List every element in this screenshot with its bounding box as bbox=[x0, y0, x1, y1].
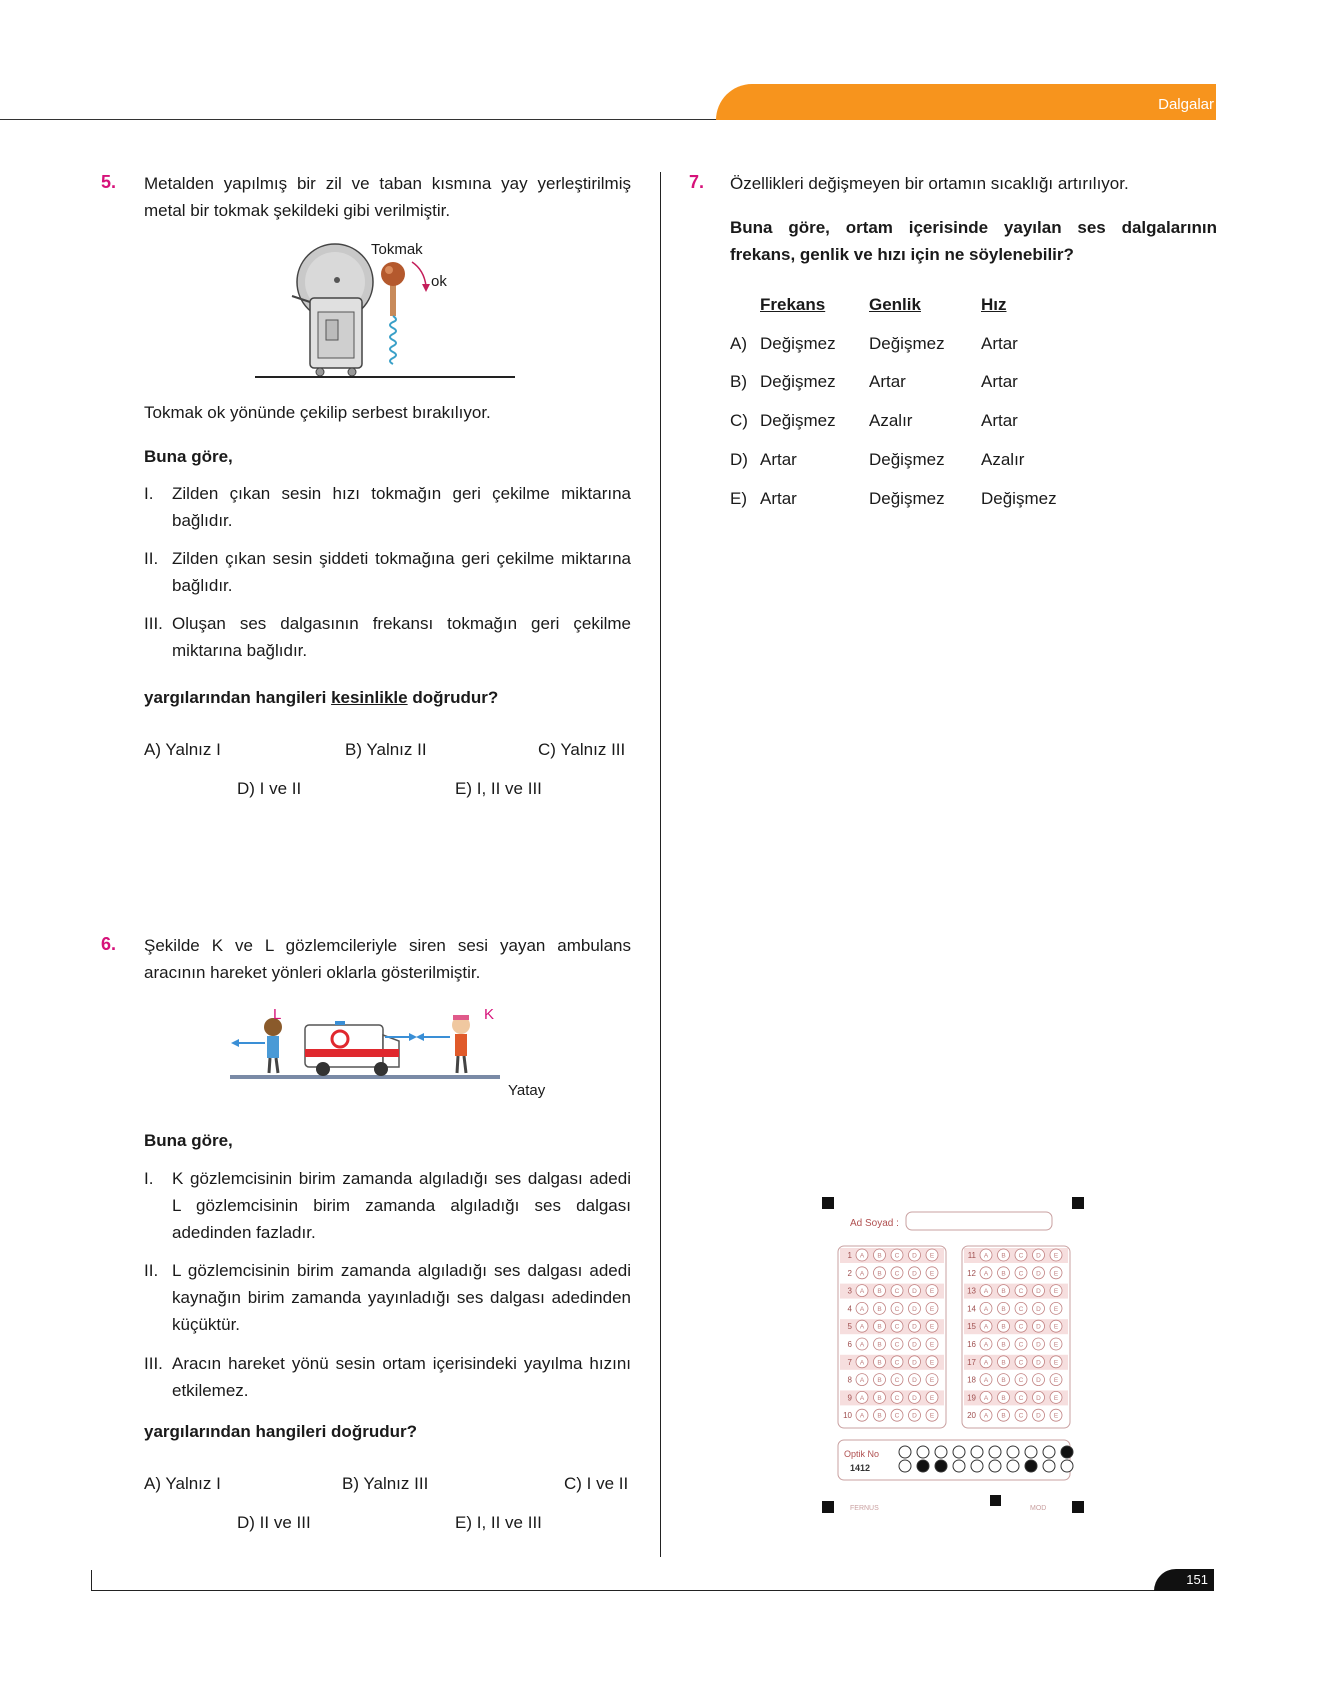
column-divider bbox=[660, 172, 661, 1557]
bubble-letter: A bbox=[983, 1305, 989, 1313]
bubble-letter: A bbox=[983, 1323, 989, 1331]
q5-option-e[interactable]: E) I, II ve III bbox=[455, 779, 542, 798]
q6-option-a[interactable]: A) Yalnız I bbox=[144, 1474, 221, 1493]
bubble-letter: B bbox=[1001, 1377, 1006, 1385]
bubble-letter: A bbox=[983, 1412, 989, 1420]
question-number: 20 bbox=[967, 1411, 976, 1421]
q5-option-d[interactable]: D) I ve II bbox=[237, 779, 302, 798]
bubble-letter: C bbox=[894, 1377, 900, 1385]
option-hiz: Değişmez bbox=[981, 489, 1057, 508]
bubble-letter: C bbox=[1018, 1270, 1024, 1278]
option-letter: B) bbox=[730, 372, 747, 391]
bubble-letter: A bbox=[859, 1377, 865, 1385]
bubble-letter: D bbox=[912, 1252, 917, 1260]
ok-label: ok bbox=[431, 273, 447, 290]
statement-text: Aracın hareket yönü sesin ortam içerisindeki yayılma hızını etkilemez. bbox=[172, 1354, 631, 1400]
bubble-letter: B bbox=[877, 1341, 882, 1349]
option-genlik: Azalır bbox=[869, 411, 913, 430]
bubble-letter: B bbox=[877, 1288, 882, 1296]
q5-statement-3 bbox=[144, 610, 631, 664]
bubble-letter: C bbox=[894, 1323, 900, 1331]
optik-bubble bbox=[917, 1446, 929, 1458]
question-number: 7 bbox=[847, 1357, 852, 1367]
bubble-letter: A bbox=[983, 1394, 989, 1402]
bubble-letter: B bbox=[877, 1252, 882, 1260]
q5-statement-1 bbox=[144, 480, 631, 534]
q5-question-emphasis: kesinlikle bbox=[331, 688, 408, 707]
page-number: 151 bbox=[1154, 1569, 1214, 1591]
bubble-letter: D bbox=[1036, 1270, 1041, 1278]
bubble-letter: A bbox=[859, 1412, 865, 1420]
option-hiz: Artar bbox=[981, 372, 1018, 391]
question-number: 14 bbox=[967, 1304, 976, 1314]
bubble-letter: B bbox=[877, 1412, 882, 1420]
option-genlik: Değişmez bbox=[869, 334, 945, 353]
bubble-letter: D bbox=[912, 1377, 917, 1385]
question-number: 13 bbox=[967, 1286, 976, 1296]
bubble-letter: C bbox=[1018, 1394, 1024, 1402]
bubble-letter: C bbox=[1018, 1341, 1024, 1349]
bubble-letter: D bbox=[1036, 1341, 1041, 1349]
q7-question: Buna göre, ortam içerisinde yayılan ses dalgalarının frekans, genlik ve hızı için ne söylenebilir? bbox=[730, 218, 1217, 264]
q5-option-c[interactable]: C) Yalnız III bbox=[538, 740, 626, 759]
option-hiz: Artar bbox=[981, 334, 1018, 353]
optik-bubble bbox=[1007, 1460, 1019, 1472]
name-box bbox=[906, 1212, 1052, 1230]
bubble-letter: C bbox=[894, 1341, 900, 1349]
bubble-letter: B bbox=[877, 1305, 882, 1313]
bubble-letter: D bbox=[1036, 1359, 1041, 1367]
q5-number: 5. bbox=[101, 172, 117, 192]
option-letter: E) bbox=[730, 489, 747, 508]
question-number: 17 bbox=[967, 1357, 976, 1367]
q5-option-a[interactable]: A) Yalnız I bbox=[144, 740, 221, 759]
optic-form-graphic bbox=[820, 1195, 1085, 1525]
question-number: 2 bbox=[847, 1268, 852, 1278]
optik-number: 1412 bbox=[850, 1463, 871, 1473]
statement-number: II. bbox=[144, 1261, 159, 1280]
bubble-letter: A bbox=[859, 1288, 865, 1296]
bubble-letter: A bbox=[859, 1270, 865, 1278]
bubble-letter: C bbox=[894, 1394, 900, 1402]
option-hiz: Artar bbox=[981, 411, 1018, 430]
tokmak-label: Tokmak bbox=[371, 241, 423, 258]
bubble-letter: C bbox=[894, 1412, 900, 1420]
bubble-letter: E bbox=[1053, 1323, 1059, 1331]
bubble-letter: D bbox=[1036, 1394, 1041, 1402]
optik-bubble bbox=[953, 1446, 965, 1458]
corner-marker bbox=[1072, 1501, 1084, 1513]
yatay-label: Yatay bbox=[508, 1082, 546, 1099]
bubble-letter: B bbox=[877, 1323, 882, 1331]
optik-bubble bbox=[935, 1460, 947, 1472]
question-number: 11 bbox=[967, 1251, 976, 1260]
bubble-letter: C bbox=[894, 1270, 900, 1278]
bubble-letter: B bbox=[1001, 1252, 1006, 1260]
optik-bubble bbox=[917, 1460, 929, 1472]
optik-bubble bbox=[899, 1446, 911, 1458]
header-tab bbox=[716, 84, 1216, 120]
brand-right: MOD bbox=[1030, 1505, 1047, 1512]
bubble-letter: A bbox=[983, 1252, 989, 1260]
bubble-letter: E bbox=[1053, 1377, 1059, 1385]
bubble-letter: C bbox=[1018, 1252, 1024, 1260]
q5-question bbox=[144, 684, 498, 711]
bubble-letter: D bbox=[1036, 1412, 1041, 1420]
bubble-letter: C bbox=[894, 1288, 900, 1296]
q5-question-post: doğrudur? bbox=[407, 688, 499, 707]
bubble-letter: A bbox=[983, 1288, 989, 1296]
bubble-letter: A bbox=[983, 1377, 989, 1385]
bubble-letter: E bbox=[929, 1323, 935, 1331]
optik-bubble bbox=[1025, 1460, 1037, 1472]
bubble-letter: E bbox=[929, 1394, 935, 1402]
bubble-letter: E bbox=[1053, 1305, 1059, 1313]
bubble-letter: C bbox=[1018, 1412, 1024, 1420]
bubble-letter: D bbox=[1036, 1305, 1041, 1313]
statement-text: Oluşan ses dalgasının frekansı tokmağın geri çekilme miktarına bağlıdır. bbox=[172, 614, 631, 660]
bubble-letter: A bbox=[983, 1359, 989, 1367]
bubble-letter: E bbox=[929, 1252, 935, 1260]
bubble-letter: B bbox=[877, 1270, 882, 1278]
q6-question: yargılarından hangileri doğrudur? bbox=[144, 1422, 417, 1441]
bubble-letter: B bbox=[1001, 1288, 1006, 1296]
bubble-letter: A bbox=[859, 1394, 865, 1402]
q5-statement-2 bbox=[144, 545, 631, 599]
bubble-letter: A bbox=[859, 1359, 865, 1367]
optik-box bbox=[838, 1440, 1070, 1480]
question-number: 6 bbox=[847, 1340, 852, 1349]
bubble-letter: C bbox=[1018, 1323, 1024, 1331]
observer-k-label: K bbox=[484, 1006, 495, 1023]
bubble-letter: A bbox=[859, 1341, 865, 1349]
footer-rule bbox=[91, 1590, 1214, 1591]
bubble-letter: E bbox=[929, 1377, 935, 1385]
optik-bubble bbox=[1043, 1446, 1055, 1458]
corner-marker bbox=[822, 1501, 834, 1513]
bubble-letter: C bbox=[1018, 1377, 1024, 1385]
option-hiz: Azalır bbox=[981, 450, 1025, 469]
option-letter: D) bbox=[730, 450, 748, 469]
q7-stem: Özellikleri değişmeyen bir ortamın sıcaklığı artırılıyor. bbox=[730, 174, 1129, 193]
option-genlik: Değişmez bbox=[869, 450, 945, 469]
bubble-letter: B bbox=[1001, 1323, 1006, 1331]
bubble-letter: C bbox=[1018, 1359, 1024, 1367]
optik-bubble bbox=[971, 1446, 983, 1458]
optik-bubble bbox=[1025, 1446, 1037, 1458]
bubble-letter: C bbox=[1018, 1305, 1024, 1313]
bubble-letter: B bbox=[1001, 1394, 1006, 1402]
question-number: 10 bbox=[843, 1411, 852, 1421]
bubble-letter: A bbox=[859, 1252, 865, 1260]
optik-bubble bbox=[953, 1460, 965, 1472]
question-number: 18 bbox=[967, 1375, 976, 1385]
q6-option-e[interactable]: E) I, II ve III bbox=[455, 1513, 542, 1532]
bubble-letter: D bbox=[912, 1323, 917, 1331]
bubble-letter: E bbox=[929, 1359, 935, 1367]
section-title: Dalgalar bbox=[1158, 96, 1214, 113]
statement-text: Zilden çıkan sesin şiddeti tokmağına geri çekilme miktarına bağlıdır. bbox=[172, 549, 631, 595]
bubble-letter: A bbox=[983, 1341, 989, 1349]
question-number: 9 bbox=[847, 1393, 852, 1403]
statement-number: I. bbox=[144, 484, 154, 503]
bubble-letter: B bbox=[1001, 1412, 1006, 1420]
bubble-letter: E bbox=[1053, 1252, 1059, 1260]
bubble-letter: E bbox=[1053, 1394, 1059, 1402]
option-frekans: Artar bbox=[760, 489, 797, 508]
q6-lead: Buna göre, bbox=[144, 1131, 233, 1150]
q6-option-c[interactable]: C) I ve II bbox=[564, 1474, 629, 1493]
bubble-letter: E bbox=[1053, 1341, 1059, 1349]
header-rule bbox=[0, 119, 720, 120]
bubble-letter: A bbox=[859, 1305, 865, 1313]
footer-tick bbox=[91, 1570, 92, 1590]
bubble-letter: B bbox=[1001, 1359, 1006, 1367]
optik-bubble bbox=[989, 1460, 1001, 1472]
q5-lead: Buna göre, bbox=[144, 447, 233, 466]
corner-marker bbox=[990, 1495, 1001, 1506]
optic-form bbox=[820, 1195, 1085, 1525]
q6-statement-1 bbox=[144, 1165, 631, 1246]
bubble-letter: D bbox=[912, 1305, 917, 1313]
question-number: 3 bbox=[847, 1286, 852, 1296]
bubble-letter: B bbox=[877, 1359, 882, 1367]
q5-after-figure: Tokmak ok yönünde çekilip serbest bırakılıyor. bbox=[144, 403, 491, 422]
bubble-letter: D bbox=[912, 1270, 917, 1278]
bubble-letter: E bbox=[929, 1305, 935, 1313]
statement-text: K gözlemcisinin birim zamanda algıladığı ses dalgası adedi L gözlemcisinin birim zamanda algıladığı ses dalgası adedinden fazladır. bbox=[172, 1169, 631, 1242]
bubble-letter: B bbox=[1001, 1341, 1006, 1349]
bubble-letter: E bbox=[1053, 1270, 1059, 1278]
bubble-letter: D bbox=[912, 1359, 917, 1367]
q7-header-genlik: Genlik bbox=[869, 295, 921, 314]
optik-bubble bbox=[989, 1446, 1001, 1458]
brand-left: FERNUS bbox=[850, 1505, 879, 1512]
statement-text: L gözlemcisinin birim zamanda algıladığı ses dalgası adedi kaynağın birim zamanda yayınladığı ses dalgası adedinden küçüktür. bbox=[172, 1261, 631, 1334]
option-letter: C) bbox=[730, 411, 748, 430]
q6-option-b[interactable]: B) Yalnız III bbox=[342, 1474, 429, 1493]
optik-bubble bbox=[935, 1446, 947, 1458]
bubble-letter: E bbox=[929, 1270, 935, 1278]
bubble-letter: B bbox=[877, 1394, 882, 1402]
bubble-letter: D bbox=[1036, 1323, 1041, 1331]
q5-question-pre: yargılarından hangileri bbox=[144, 688, 332, 707]
optik-bubble bbox=[1007, 1446, 1019, 1458]
optik-bubble bbox=[1061, 1446, 1073, 1458]
bubble-letter: E bbox=[929, 1412, 935, 1420]
bubble-letter: D bbox=[912, 1288, 917, 1296]
q6-number: 6. bbox=[101, 934, 117, 954]
question-number: 16 bbox=[967, 1340, 976, 1349]
observer-l-label: L bbox=[273, 1006, 282, 1023]
bubble-letter: B bbox=[1001, 1270, 1006, 1278]
bubble-letter: C bbox=[894, 1305, 900, 1313]
q7-header-hiz: Hız bbox=[981, 295, 1007, 314]
q6-option-d[interactable]: D) II ve III bbox=[237, 1513, 311, 1532]
q6-statement-2 bbox=[144, 1257, 631, 1338]
bubble-letter: E bbox=[1053, 1359, 1059, 1367]
bubble-letter: D bbox=[912, 1394, 917, 1402]
q7-number: 7. bbox=[689, 172, 705, 192]
bubble-letter: E bbox=[929, 1341, 935, 1349]
bubble-letter: B bbox=[1001, 1305, 1006, 1313]
bubble-letter: D bbox=[1036, 1288, 1041, 1296]
question-number: 1 bbox=[847, 1251, 852, 1260]
statement-number: III. bbox=[144, 1354, 163, 1373]
question-number: 12 bbox=[967, 1268, 976, 1278]
bubble-letter: D bbox=[1036, 1252, 1041, 1260]
bubble-letter: E bbox=[1053, 1288, 1059, 1296]
ambulance-figure bbox=[225, 1005, 505, 1085]
bubble-letter: C bbox=[894, 1252, 900, 1260]
optik-bubble bbox=[1061, 1460, 1073, 1472]
optik-bubble bbox=[899, 1460, 911, 1472]
q5-stem: Metalden yapılmış bir zil ve taban kısmına yay yerleştirilmiş metal bir tokmak şekildeki gibi verilmiştir. bbox=[144, 174, 631, 220]
option-frekans: Değişmez bbox=[760, 372, 836, 391]
question-number: 8 bbox=[847, 1375, 852, 1385]
option-genlik: Değişmez bbox=[869, 489, 945, 508]
bubble-letter: D bbox=[912, 1341, 917, 1349]
option-frekans: Değişmez bbox=[760, 411, 836, 430]
bubble-letter: A bbox=[859, 1323, 865, 1331]
q5-option-b[interactable]: B) Yalnız II bbox=[345, 740, 427, 759]
option-letter: A) bbox=[730, 334, 747, 353]
bubble-letter: B bbox=[877, 1377, 882, 1385]
bubble-letter: A bbox=[983, 1270, 989, 1278]
bubble-letter: C bbox=[1018, 1288, 1024, 1296]
optik-bubble bbox=[971, 1460, 983, 1472]
statement-text: Zilden çıkan sesin hızı tokmağın geri çekilme miktarına bağlıdır. bbox=[172, 484, 631, 530]
bubble-letter: D bbox=[1036, 1377, 1041, 1385]
statement-number: II. bbox=[144, 549, 159, 568]
bubble-letter: E bbox=[1053, 1412, 1059, 1420]
q7-header-frekans: Frekans bbox=[760, 295, 826, 314]
optik-bubble bbox=[1043, 1460, 1055, 1472]
q6-statement-3 bbox=[144, 1350, 631, 1404]
question-number: 19 bbox=[967, 1393, 976, 1403]
corner-marker bbox=[1072, 1197, 1084, 1209]
bell-figure bbox=[250, 240, 520, 380]
bubble-letter: D bbox=[912, 1412, 917, 1420]
question-number: 4 bbox=[847, 1304, 852, 1314]
bubble-letter: E bbox=[929, 1288, 935, 1296]
statement-number: I. bbox=[144, 1169, 154, 1188]
option-genlik: Artar bbox=[869, 372, 906, 391]
corner-marker bbox=[822, 1197, 834, 1209]
optik-label: Optik No bbox=[844, 1449, 880, 1459]
statement-number: III. bbox=[144, 614, 163, 633]
bubble-letter: C bbox=[894, 1359, 900, 1367]
option-frekans: Değişmez bbox=[760, 334, 836, 353]
option-frekans: Artar bbox=[760, 450, 797, 469]
name-label: Ad Soyad : bbox=[850, 1218, 899, 1229]
q6-stem: Şekilde K ve L gözlemcileriyle siren sesi yayan ambulans aracının hareket yönleri oklarla gösterilmiştir. bbox=[144, 936, 631, 982]
question-number: 5 bbox=[847, 1322, 852, 1332]
question-number: 15 bbox=[967, 1322, 976, 1332]
